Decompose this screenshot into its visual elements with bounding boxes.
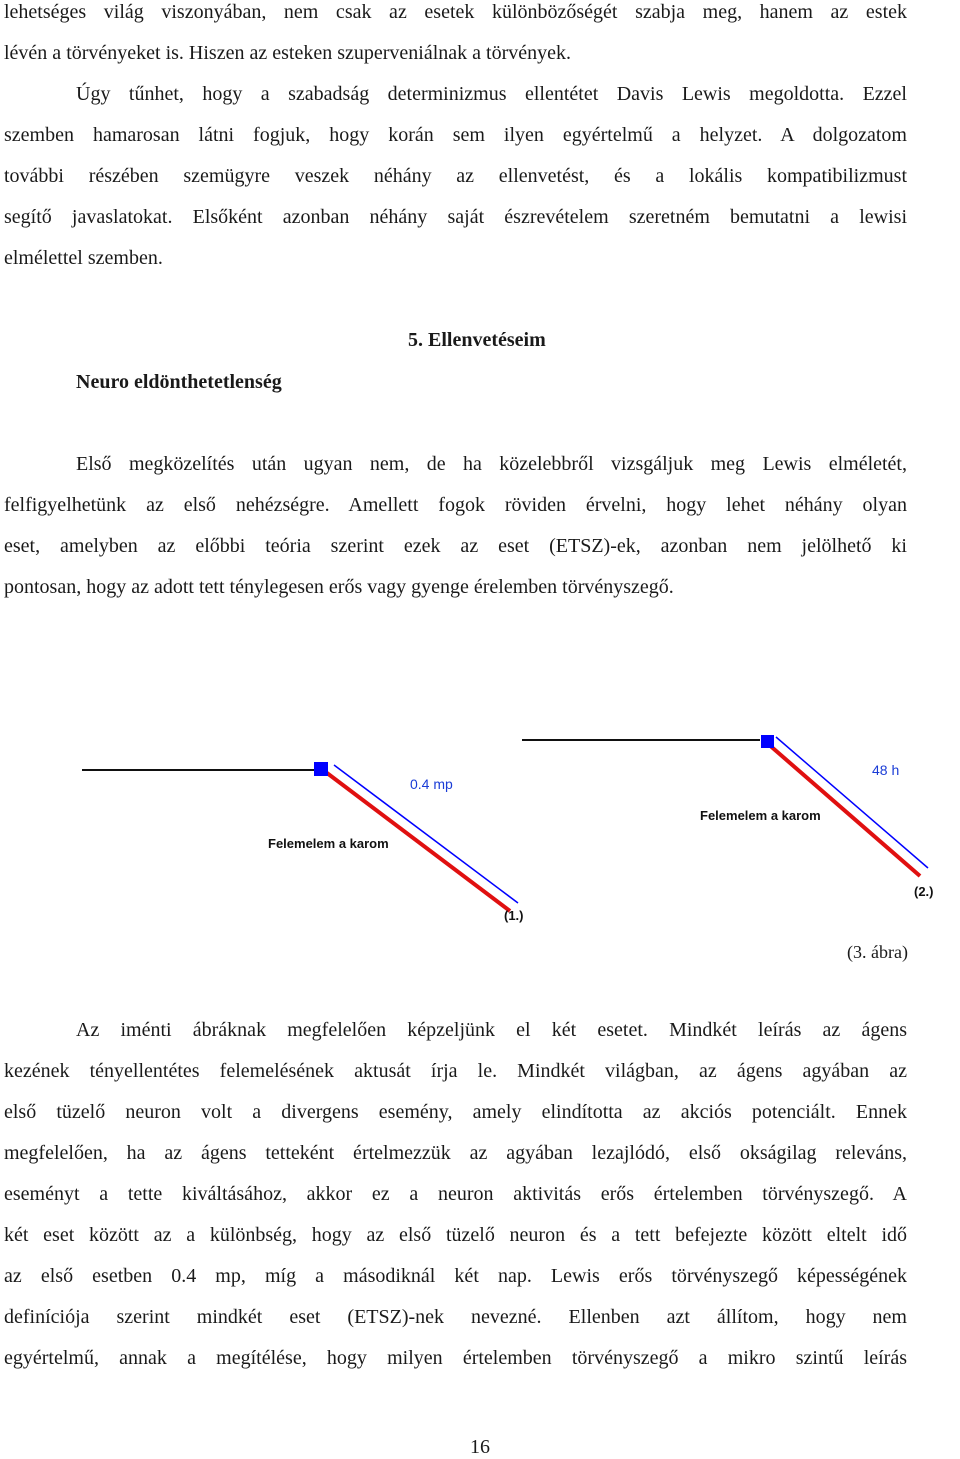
left-case-label: (1.)	[504, 908, 524, 923]
paragraph-4-line-8: definíciója szerint mindkét eset (ETSZ)-nek nevezné. Ellenben azt állítom, hogy nem	[4, 1306, 907, 1328]
right-action-label: Felemelem a karom	[700, 808, 821, 823]
paragraph-4-line-6: két eset között az a különbség, hogy az első tüzelő neuron és a tett befejezte között eltelt idő	[4, 1224, 907, 1246]
paragraph-3-line-4: pontosan, hogy az adott tett ténylegesen erős vagy gyenge érelemben törvényszegő.	[4, 576, 674, 598]
right-interval-label: 48 h	[872, 762, 900, 778]
paragraph-4-line-2: kezének tényellentétes felemelésének aktusát írja le. Mindkét világban, az ágens agyában az	[4, 1060, 907, 1082]
right-start-marker	[761, 735, 774, 748]
left-interval-label: 0.4 mp	[410, 776, 453, 792]
paragraph-4-line-4: megfelelően, ha az ágens tetteként értelmezzük az agyában lezajlódó, első okságilag releváns,	[4, 1142, 907, 1164]
right-case-label: (2.)	[914, 884, 934, 899]
left-action-label: Felemelem a karom	[268, 836, 389, 851]
paragraph-2-line-2: szemben hamarosan látni fogjuk, hogy korán sem ilyen egyértelmű a helyzet. A dolgozatom	[4, 124, 907, 146]
page-number: 16	[470, 1436, 490, 1458]
paragraph-4-line-9: egyértelmű, annak a megítélése, hogy milyen értelemben törvényszegő a mikro szintű leírás	[4, 1347, 907, 1369]
paragraph-4-line-1: Az iménti ábráknak megfelelően képzeljünk el két esetet. Mindkét leírás az ágens	[76, 1019, 907, 1041]
paragraph-1-line-2: lévén a törvényeket is. Hiszen az esteken szuperveniálnak a törvények.	[4, 42, 571, 64]
figure-caption: (3. ábra)	[847, 942, 908, 962]
paragraph-3-line-2: felfigyelhetünk az első nehézségre. Amellett fogok röviden érvelni, hogy lehet néhány olyan	[4, 494, 907, 516]
paragraph-3-line-1: Első megközelítés után ugyan nem, de ha közelebbről vizsgáljuk meg Lewis elméletét,	[76, 453, 907, 475]
paragraph-1-line-1: lehetséges világ viszonyában, nem csak az esetek különbözőségét szabja meg, hanem az estek	[4, 1, 907, 23]
left-start-marker	[314, 762, 328, 776]
paragraph-2-line-1: Úgy tűnhet, hogy a szabadság determinizmus ellentétet Davis Lewis megoldotta. Ezzel	[76, 83, 907, 105]
paragraph-4-line-3: első tüzelő neuron volt a divergens esemény, amely elindította az akciós potenciált. Ennek	[4, 1101, 907, 1123]
paragraph-2-line-4: segítő javaslatokat. Elsőként azonban néhány saját észrevételem szeretném bemutatni a lewisi	[4, 206, 907, 228]
paragraph-4-line-5: eseményt a tette kiváltásához, akkor ez a neuron aktivitás erős értelemben törvényszegő. A	[4, 1183, 907, 1205]
paragraph-3-line-3: eset, amelyben az előbbi teória szerint ezek az eset (ETSZ)-ek, azonban nem jelölhető ki	[4, 535, 907, 557]
paragraph-4-line-7: az első esetben 0.4 mp, míg a másodiknál két nap. Lewis erős törvényszegő képességének	[4, 1265, 907, 1287]
section-heading: 5. Ellenvetéseim	[408, 329, 546, 351]
paragraph-2-line-5: elmélettel szemben.	[4, 247, 163, 269]
paragraph-2-line-3: további részében szemügyre veszek néhány az ellenvetést, és a lokális kompatibilizmust	[4, 165, 907, 187]
subsection-heading: Neuro eldönthetetlenség	[76, 371, 282, 393]
right-blue-trajectory	[776, 737, 928, 868]
figure-arm-raise-diagram	[78, 668, 960, 940]
